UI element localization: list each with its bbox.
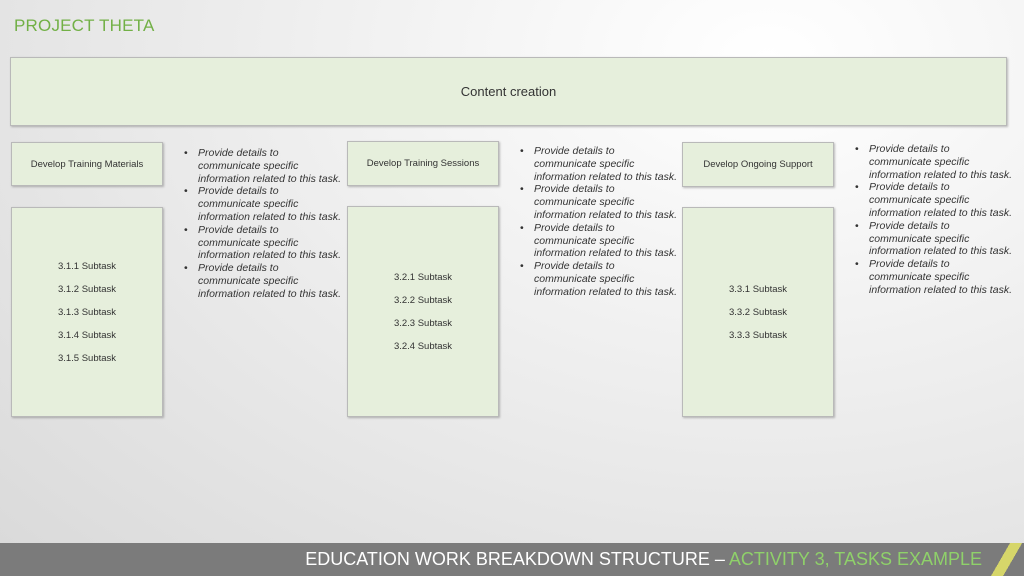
task-box-training-sessions[interactable] xyxy=(347,141,499,186)
subtask-box-training-sessions[interactable] xyxy=(347,206,499,417)
details-bullet: • Provide details to communicate specific information related to this task. xyxy=(869,220,1014,258)
subtask-item: 3.2.3 Subtask xyxy=(393,317,453,329)
details-bullet: • Provide details to communicate specific information related to this task. xyxy=(869,181,1014,219)
task-label: Develop Training Sessions xyxy=(366,158,480,169)
details-bullet: • Provide details to communicate specific information related to this task. xyxy=(198,224,343,262)
subtask-item: 3.2.1 Subtask xyxy=(393,271,453,283)
subtask-box-training-materials[interactable] xyxy=(11,207,163,417)
content-creation-box[interactable] xyxy=(10,57,1007,126)
subtask-item: 3.1.1 Subtask xyxy=(57,260,117,272)
subtask-item: 3.3.1 Subtask xyxy=(728,283,788,295)
subtask-item: 3.1.5 Subtask xyxy=(57,352,117,364)
footer-title xyxy=(305,549,982,570)
details-bullet: • Provide details to communicate specific information related to this task. xyxy=(534,260,679,298)
details-bullet: • Provide details to communicate specific information related to this task. xyxy=(534,222,679,260)
details-bullet: • Provide details to communicate specific information related to this task. xyxy=(534,183,679,221)
details-list-training-materials xyxy=(184,147,343,301)
details-bullet: • Provide details to communicate specific information related to this task. xyxy=(869,143,1014,181)
details-bullet: • Provide details to communicate specific information related to this task. xyxy=(534,145,679,183)
subtask-item: 3.3.3 Subtask xyxy=(728,329,788,341)
details-list-training-sessions xyxy=(520,145,679,299)
details-list-ongoing-support xyxy=(855,143,1014,297)
content-creation-label: Content creation xyxy=(460,84,557,99)
subtask-item: 3.2.2 Subtask xyxy=(393,294,453,306)
subtask-item: 3.3.2 Subtask xyxy=(728,306,788,318)
details-bullet: • Provide details to communicate specific information related to this task. xyxy=(198,185,343,223)
details-bullet: • Provide details to communicate specific information related to this task. xyxy=(198,262,343,300)
footer-accent-stripe xyxy=(988,543,1024,576)
subtask-item: 3.1.2 Subtask xyxy=(57,283,117,295)
subtask-item: 3.1.3 Subtask xyxy=(57,306,117,318)
details-bullet: • Provide details to communicate specific information related to this task. xyxy=(869,258,1014,296)
subtask-item: 3.2.4 Subtask xyxy=(393,340,453,352)
footer-title-accent: ACTIVITY 3, TASKS EXAMPLE xyxy=(728,549,982,569)
task-box-training-materials[interactable] xyxy=(11,142,163,186)
subtask-item: 3.1.4 Subtask xyxy=(57,329,117,341)
brand-title: PROJECT THETA xyxy=(14,16,155,35)
footer-title-main: EDUCATION WORK BREAKDOWN STRUCTURE – xyxy=(305,549,729,569)
task-label: Develop Ongoing Support xyxy=(703,159,813,170)
subtask-box-ongoing-support[interactable] xyxy=(682,207,834,417)
task-label: Develop Training Materials xyxy=(30,158,144,170)
details-bullet: • Provide details to communicate specific information related to this task. xyxy=(198,147,343,185)
task-box-ongoing-support[interactable] xyxy=(682,142,834,187)
